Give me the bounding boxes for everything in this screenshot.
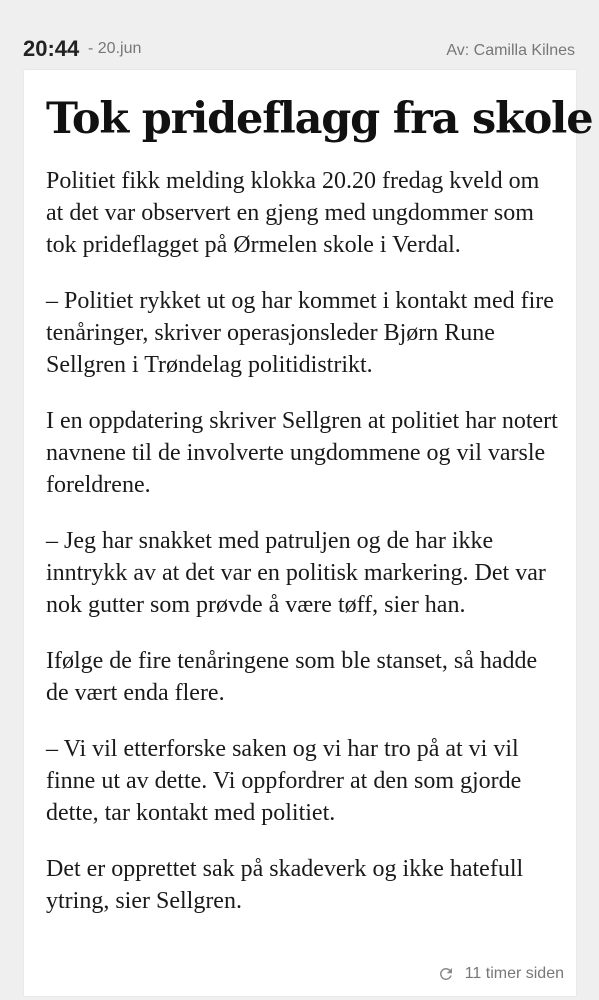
article-meta-bar <box>0 0 599 70</box>
publish-time: 20:44 <box>23 36 80 61</box>
updated-label: 11 timer siden <box>464 965 564 982</box>
article-paragraph: Ifølge de fire tenåringene som ble stanset, så hadde de vært enda flere. <box>46 648 538 706</box>
article-paragraph: Politiet fikk melding klokka 20.20 fredag kveld om at det var observert en gjeng med ungdommer som tok prideflagget på Ørmelen skole i Verdal. <box>46 168 540 258</box>
article-paragraph: – Vi vil etterforske saken og vi har tro på at vi vil finne ut av dette. Vi oppfordrer at den som gjorde dette, tar kontakt med politiet. <box>46 736 522 826</box>
article-paragraph: I en oppdatering skriver Sellgren at politiet har notert navnene til de involverte ungdommene og vil varsle foreldrene. <box>46 408 558 498</box>
article-card <box>24 70 593 996</box>
article-paragraph: Det er opprettet sak på skadeverk og ikke hatefull ytring, sier Sellgren. <box>46 856 524 914</box>
article-paragraph: – Politiet rykket ut og har kommet i kontakt med fire tenåringer, skriver operasjonsleder Bjørn Rune Sellgren i Trøndelag politidistrikt. <box>46 288 554 378</box>
author-byline[interactable]: Av: Camilla Kilnes <box>446 42 575 59</box>
article-title: Tok prideflagg fra skole <box>46 94 593 144</box>
refresh-icon <box>437 965 455 983</box>
article-body <box>46 165 561 941</box>
updated-timestamp <box>437 964 564 984</box>
publish-date: - 20.jun <box>88 40 142 57</box>
article-paragraph: – Jeg har snakket med patruljen og de har ikke inntrykk av at det var en politisk markering. Det var nok gutter som prøvde å være tøff, sier han. <box>46 528 546 618</box>
